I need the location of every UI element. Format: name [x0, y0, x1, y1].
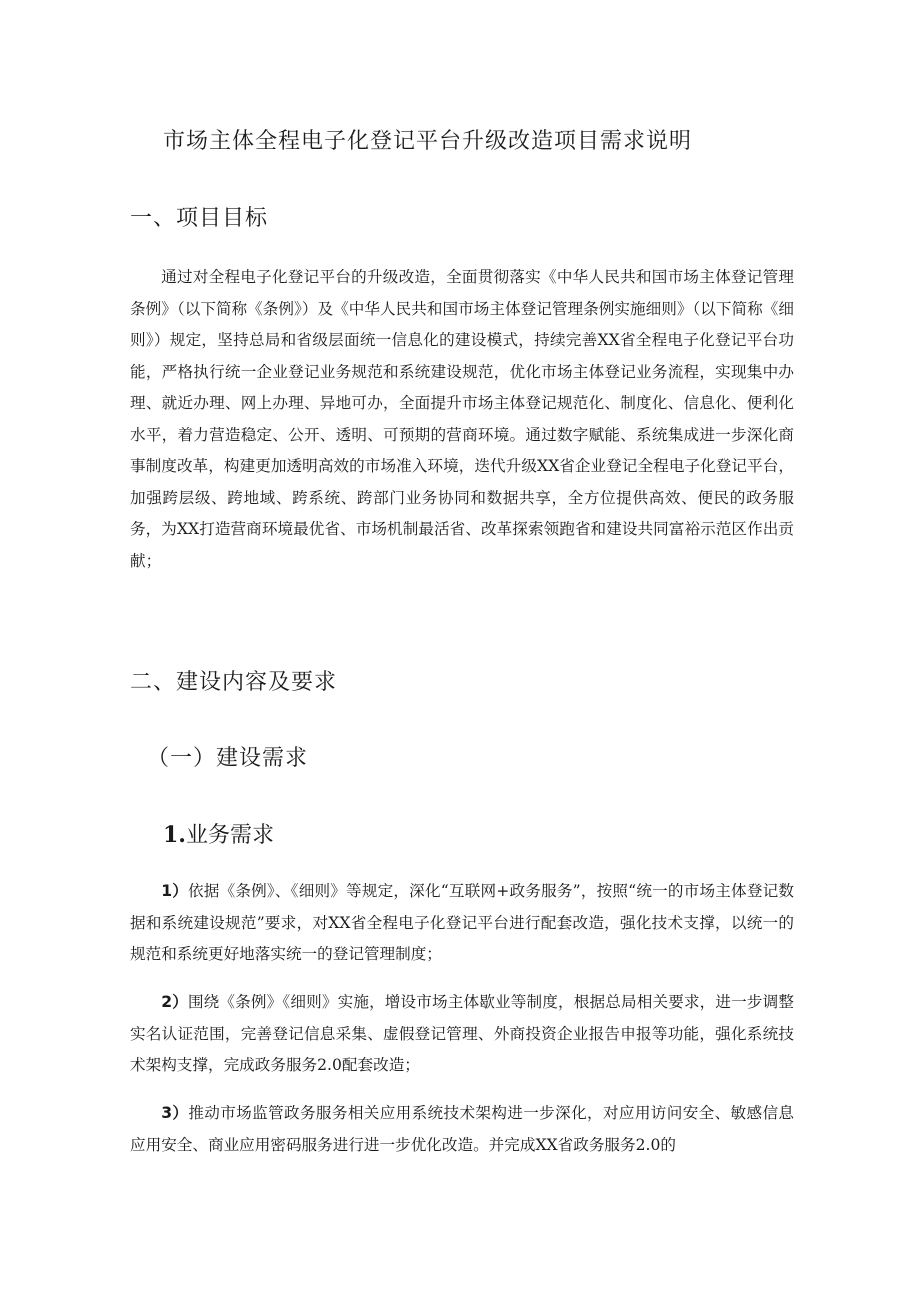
requirement-point [130, 876, 794, 971]
project-goal-paragraph: 通过对全程电子化登记平台的升级改造，全面贯彻落实《中华人民共和国市场主体登记管理条例》（以下简称《条例》）及《中华人民共和国市场主体登记管理条例实施细则》（以下简称《细则》）规定，坚持总局和省级层面统一信息化的建设模式，持续完善XX省全程电子化登记平台功能，严格执行统一企业登记业务规范和系统建设规范，优化市场主体登记业务流程，实现集中办理、就近办理、网上办理、异地可办，全面提升市场主体登记规范化、制度化、信息化、便利化水平，着力营造稳定、公开、透明、可预期的营商环境。通过数字赋能、系统集成进一步深化商事制度改革，构建更加透明高效的市场准入环境，迭代升级XX省企业登记全程电子化登记平台，加强跨层级、跨地域、跨系统、跨部门业务协同和数据共享，全方位提供高效、便民的政务服务，为XX打造营商环境最优省、市场机制最活省、改革探索领跑省和建设共同富裕示范区作出贡献； [130, 268, 794, 570]
requirement-point [130, 987, 794, 1082]
item-heading-business-requirements [163, 818, 274, 849]
requirement-point [130, 1098, 794, 1161]
requirement-text: 依据《条例》、《细则》等规定，深化“互联网+政务服务”，按照“统一的市场主体登记数据和系统建设规范”要求，对XX省全程电子化登记平台进行配套改造，强化技术支撑，以统一的规范和系统更好地落实统一的登记管理制度； [130, 882, 794, 963]
section-heading-construction: 二、建设内容及要求 [130, 670, 338, 695]
requirement-label: 3） [161, 1104, 189, 1122]
section-heading-project-goal: 一、项目目标 [130, 206, 269, 231]
subsection-heading-requirements: （一）建设需求 [147, 746, 309, 771]
requirement-text: 围绕《条例》《细则》实施，增设市场主体歇业等制度，根据总局相关要求，进一步调整实名认证范围，完善登记信息采集、虚假登记管理、外商投资企业报告申报等功能，强化系统技术架构支撑，完成政务服务2.0配套改造； [130, 993, 794, 1074]
document-title: 市场主体全程电子化登记平台升级改造项目需求说明 [163, 129, 693, 154]
item-number: 1. [163, 822, 186, 848]
requirement-text: 推动市场监管政务服务相关应用系统技术架构进一步深化，对应用访问安全、敏感信息应用安全、商业应用密码服务进行进一步优化改造。并完成XX省政务服务2.0的 [130, 1104, 794, 1154]
requirement-label: 1） [161, 882, 189, 900]
item-heading-text: 业务需求 [185, 823, 274, 848]
requirement-label: 2） [161, 993, 188, 1011]
